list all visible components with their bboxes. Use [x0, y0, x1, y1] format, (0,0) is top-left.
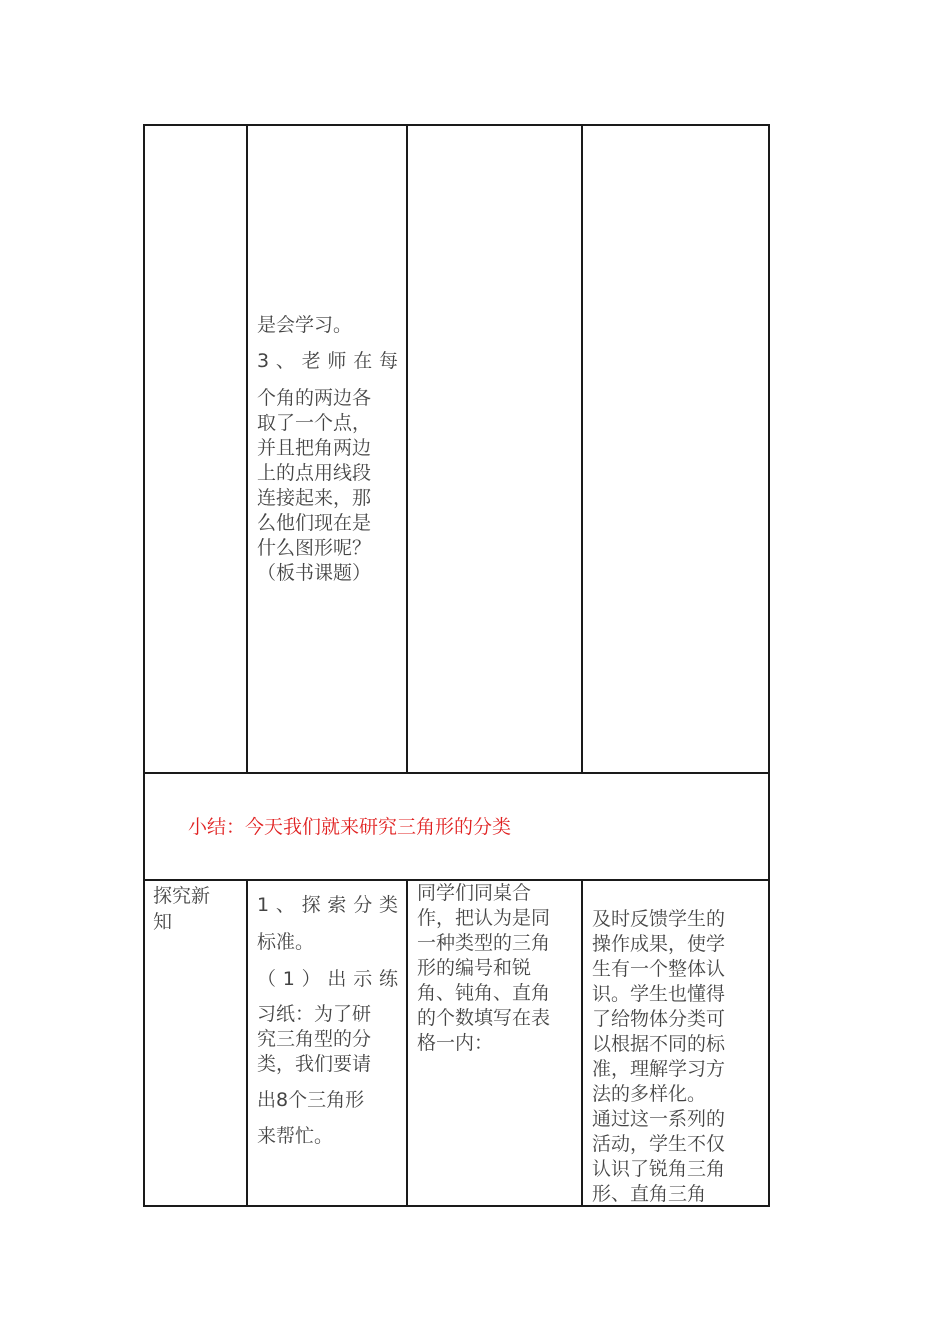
row1-line-1: 是会学习。 [257, 314, 353, 336]
col-divider-1-row1 [246, 124, 248, 774]
row1-teacher-activity [257, 313, 398, 586]
row3-item1-line2: 标准。 [257, 931, 315, 953]
row3-sub1-line1: （1）出示练 [257, 968, 398, 990]
row3-teacher-activity [257, 893, 398, 1149]
table-top-border [143, 124, 770, 126]
table-left-border [143, 124, 145, 1207]
col-divider-1-row3 [246, 879, 248, 1207]
col-divider-3-row3 [581, 879, 583, 1207]
row3-stage-label: 探究新 知 [153, 885, 211, 933]
col-divider-2-row1 [406, 124, 408, 774]
row3-sub1-line5: 出8个三角形 [257, 1089, 365, 1111]
row3-item1-line1: 1、探索分类 [257, 894, 398, 916]
row3-sub1-body: 习纸：为了研 究三角型的分 类，我们要请 [257, 1003, 372, 1075]
row1-item3-first-line: 3、老师在每 [257, 350, 398, 372]
row3-student-activity: 同学们同桌合 作，把认为是同 一种类型的三角 形的编号和锐 角、钝角、直角 的个数填写在表 格一内： [417, 882, 551, 1054]
col-divider-2-row3 [406, 879, 408, 1207]
row1-item3-rest: 个角的两边各 取了一个点， 并且把角两边 上的点用线段 连接起来，那 么他们现在是 什么图形呢？ （板书课题） [257, 387, 372, 584]
table-right-border [768, 124, 770, 1207]
row3-design-intent: 及时反馈学生的 操作成果，使学 生有一个整体认 识。学生也懂得 了给物体分类可 以根据不同的标 准，理解学习方 法的多样化。 通过这一系列的 活动，学生不仅 认识了锐角三角 形、直角三角 [592, 908, 726, 1205]
col-divider-3-row1 [581, 124, 583, 774]
summary-text: 小结：今天我们就来研究三角形的分类 [188, 816, 512, 838]
table-row-divider-1 [143, 772, 770, 774]
row3-sub1-line6: 来帮忙。 [257, 1125, 334, 1147]
